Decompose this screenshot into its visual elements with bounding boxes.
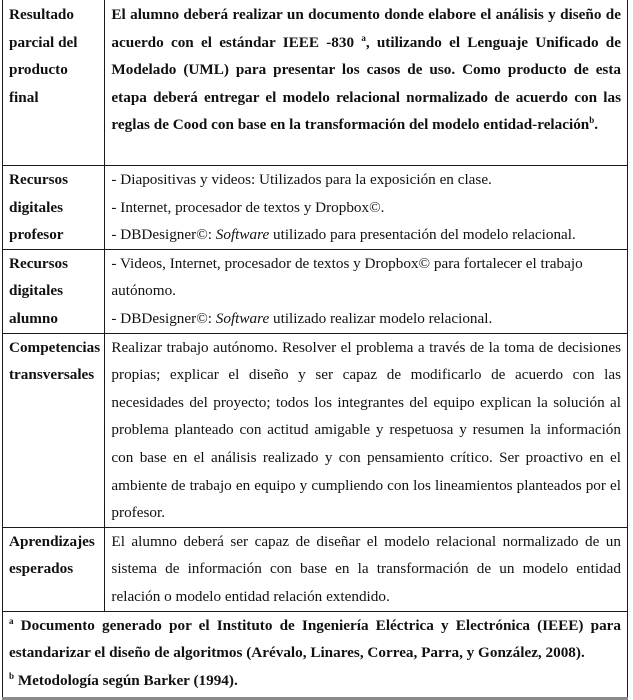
footnote-marker: a xyxy=(9,615,14,626)
item-suffix: utilizado para presentación del modelo relacional. xyxy=(269,226,576,244)
footnote-marker: b xyxy=(9,670,15,681)
row-content xyxy=(105,0,628,166)
list-item xyxy=(111,221,621,249)
row-content xyxy=(105,166,628,250)
content-text: , utilizando el Lenguaje Unificado de Modelado (UML) para presentar los casos de uso. Como producto de esta etapa deberá entregar el modelo relacional normalizado de acuerdo con las reglas de Cood con base en la transformación del modelo entidad-relación xyxy=(111,33,621,134)
item-prefix: - DBDesigner©: xyxy=(111,226,216,244)
row-label: Resultado parcial del producto final xyxy=(3,0,105,166)
row-label: Aprendizajes esperados xyxy=(3,527,105,611)
table-row-competencias xyxy=(3,333,628,527)
list-item: - Diapositivas y videos: Utilizados para la exposición en clase. xyxy=(111,171,492,188)
item-italic: Software xyxy=(215,226,270,244)
list-item xyxy=(111,305,621,333)
table-row-recursos-profesor xyxy=(3,166,628,250)
list-item: - Videos, Internet, procesador de textos y Dropbox© para fortalecer el trabajo autónomo. xyxy=(111,254,583,300)
footnote-b xyxy=(9,667,621,695)
row-label: Recursos digitales profesor xyxy=(3,166,105,250)
row-content: Realizar trabajo autónomo. Resolver el problema a través de la toma de decisiones propias; explicar el diseño y ser capaz de modificarlo de acuerdo con las necesidades del proyecto; todos los integrantes del equipo explican la solución al problema planteado con actitud amigable y respetuosa y resumen la información con base en el análisis realizado y con pensamiento crítico. Ser proactivo en el ambiente de trabajo en equipo y cumpliendo con los lineamientos planteados por el profesor. xyxy=(105,333,628,527)
table-footnotes xyxy=(3,611,628,698)
list-item: - Internet, procesador de textos y Dropbox©. xyxy=(111,198,385,216)
item-prefix: - DBDesigner©: xyxy=(111,309,216,327)
footnote-ref-a: a xyxy=(361,32,366,43)
course-table xyxy=(2,0,628,700)
footnote-a xyxy=(9,612,621,667)
row-content xyxy=(105,249,628,333)
footnote-ref-b: b xyxy=(589,115,595,126)
item-suffix: utilizado realizar modelo relacional. xyxy=(269,309,493,327)
table-row-aprendizajes xyxy=(3,527,628,611)
row-content: El alumno deberá ser capaz de diseñar el modelo relacional normalizado de un sistema de información con base en la transformación de un modelo entidad relación o modelo entidad relación extendido. xyxy=(105,527,628,611)
footnotes-cell xyxy=(3,611,628,698)
table-row-resultado-parcial xyxy=(3,0,628,166)
table-row-recursos-alumno xyxy=(3,249,628,333)
row-label: Competencias transversales xyxy=(3,333,105,527)
footnote-text: Metodología según Barker (1994). xyxy=(14,671,238,689)
content-text: . xyxy=(594,116,599,134)
row-label: Recursos digitales alumno xyxy=(3,249,105,333)
content-text: El alumno deberá realizar un documento donde elabore el análisis y diseño de acuerdo con el estándar IEEE -830 xyxy=(111,6,621,51)
item-italic: Software xyxy=(215,309,270,327)
footnote-text: Documento generado por el Instituto de Ingeniería Eléctrica y Electrónica (IEEE) para estandarizar el diseño de algoritmos (Arévalo, Linares, Correa, Parra, y González, 2008). xyxy=(9,616,621,662)
